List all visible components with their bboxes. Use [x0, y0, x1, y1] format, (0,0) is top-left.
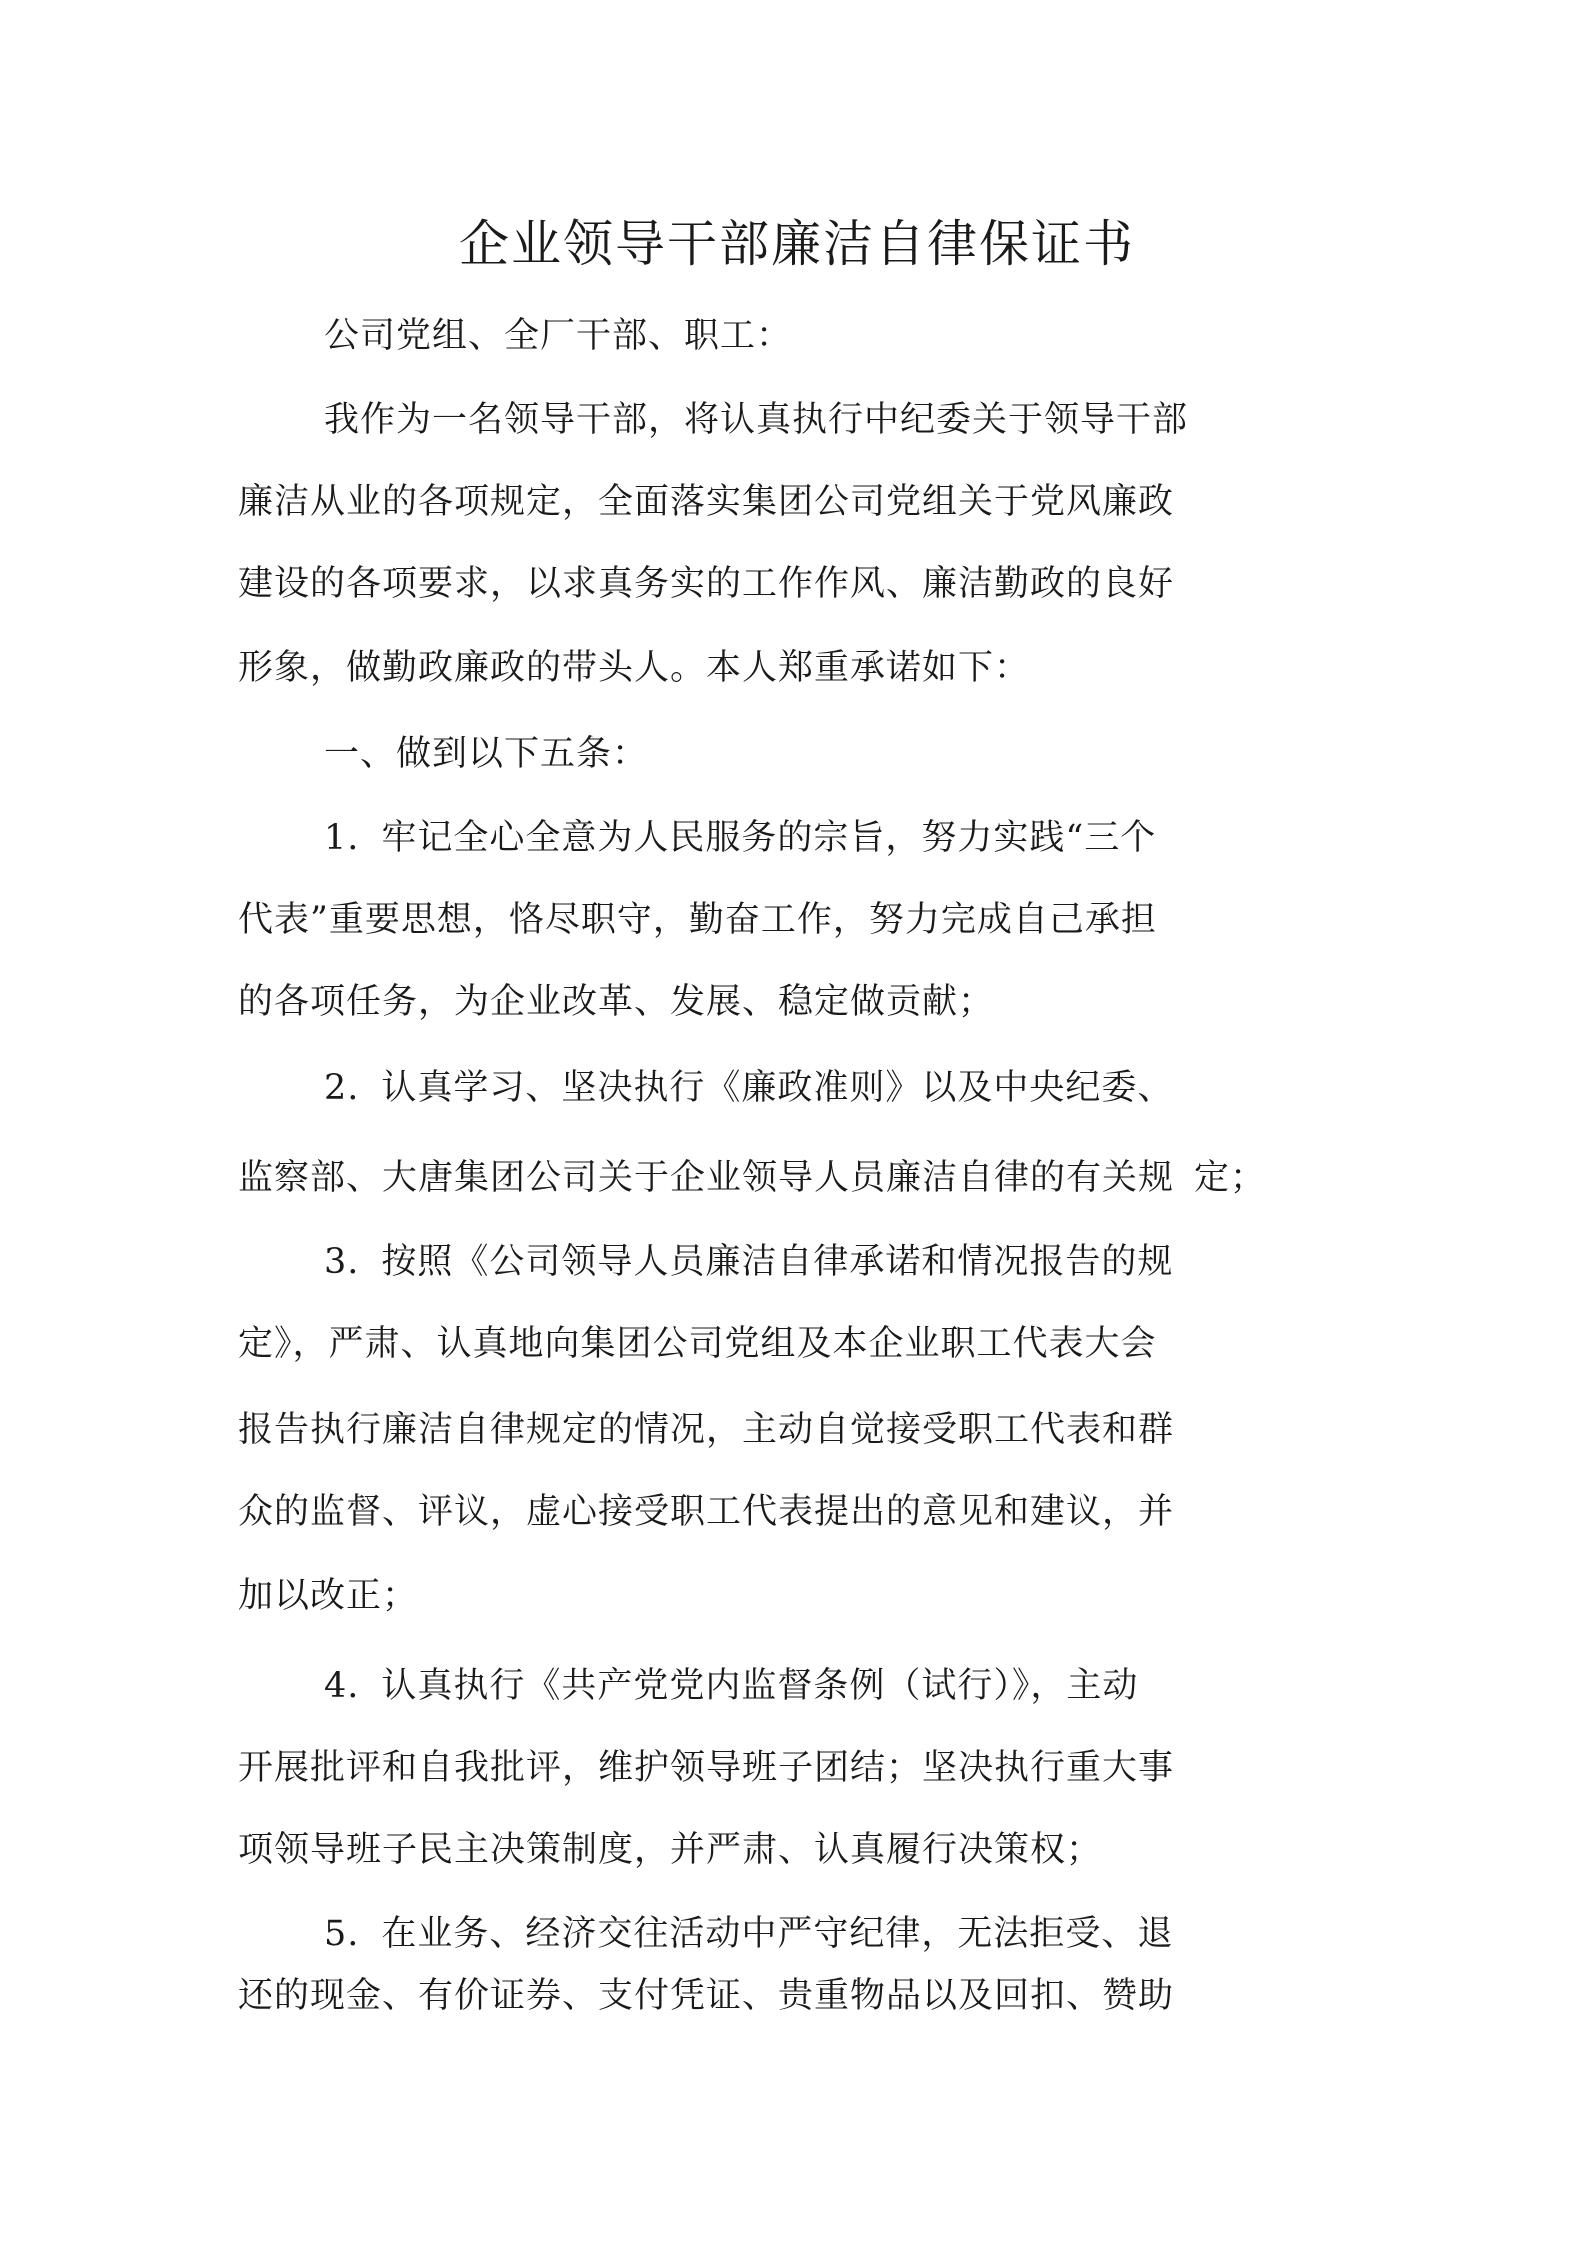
intro-line-1: 我作为一名领导干部，将认真执行中纪委关于领导干部: [324, 400, 1189, 440]
item-2-line-1: [324, 1066, 1173, 1110]
item-3-line-1: [324, 1240, 1173, 1284]
item-text: 在业务、经济交往活动中严守纪律，无法拒受、退: [381, 1914, 1174, 1954]
item-2-line-2: [238, 1156, 1266, 1200]
item-text: 认真学习、坚决执行《廉政准则》以及中央纪委、: [381, 1068, 1174, 1108]
item-number: 2.: [324, 1068, 360, 1108]
item-text: 按照《公司领导人员廉洁自律承诺和情况报告的规: [381, 1242, 1174, 1282]
item-text: 监察部、大唐集团公司关于企业领导人员廉洁自律的有关规: [238, 1158, 1175, 1198]
item-1-line-2: 代表”重要思想，恪尽职守，勤奋工作，努力完成自己承担: [238, 900, 1157, 940]
item-number: 1.: [324, 818, 360, 858]
item-5-line-1: [324, 1912, 1173, 1956]
intro-line-4: 形象，做勤政廉政的带头人。本人郑重承诺如下：: [238, 648, 1031, 688]
document-title: 企业领导干部廉洁自律保证书: [459, 215, 1135, 273]
salutation: 公司党组、全厂干部、职工：: [324, 316, 793, 356]
item-number: 5.: [324, 1914, 360, 1954]
intro-line-2: 廉洁从业的各项规定，全面落实集团公司党组关于党风廉政: [238, 482, 1175, 522]
item-5-line-2: 还的现金、有价证券、支付凭证、贵重物品以及回扣、赞助: [238, 1976, 1175, 2016]
item-number: 4.: [324, 1666, 360, 1706]
item-text: 认真执行《共产党党内监督条例（试行）》，主动: [381, 1666, 1139, 1706]
item-number: 3.: [324, 1242, 360, 1282]
item-4-line-2: 开展批评和自我批评，维护领导班子团结；坚决执行重大事: [238, 1748, 1175, 1788]
item-text-tail: 定；: [1194, 1158, 1267, 1198]
item-3-line-2: 定》，严肃、认真地向集团公司党组及本企业职工代表大会: [238, 1324, 1157, 1364]
item-text: 牢记全心全意为人民服务的宗旨，努力实践“三个: [381, 818, 1157, 858]
item-3-line-3: 报告执行廉洁自律规定的情况，主动自觉接受职工代表和群: [238, 1410, 1175, 1450]
item-4-line-1: [324, 1664, 1138, 1708]
section-heading: 一、做到以下五条：: [324, 734, 649, 774]
intro-line-3: 建设的各项要求，以求真务实的工作作风、廉洁勤政的良好: [238, 564, 1175, 604]
item-4-line-3: 项领导班子民主决策制度，并严肃、认真履行决策权；: [238, 1830, 1103, 1870]
item-3-line-4: 众的监督、评议，虚心接受职工代表提出的意见和建议，并: [238, 1492, 1175, 1532]
item-1-line-1: [324, 816, 1156, 860]
item-1-line-3: 的各项任务，为企业改革、发展、稳定做贡献；: [238, 982, 995, 1022]
item-3-line-5: 加以改正；: [238, 1576, 419, 1616]
